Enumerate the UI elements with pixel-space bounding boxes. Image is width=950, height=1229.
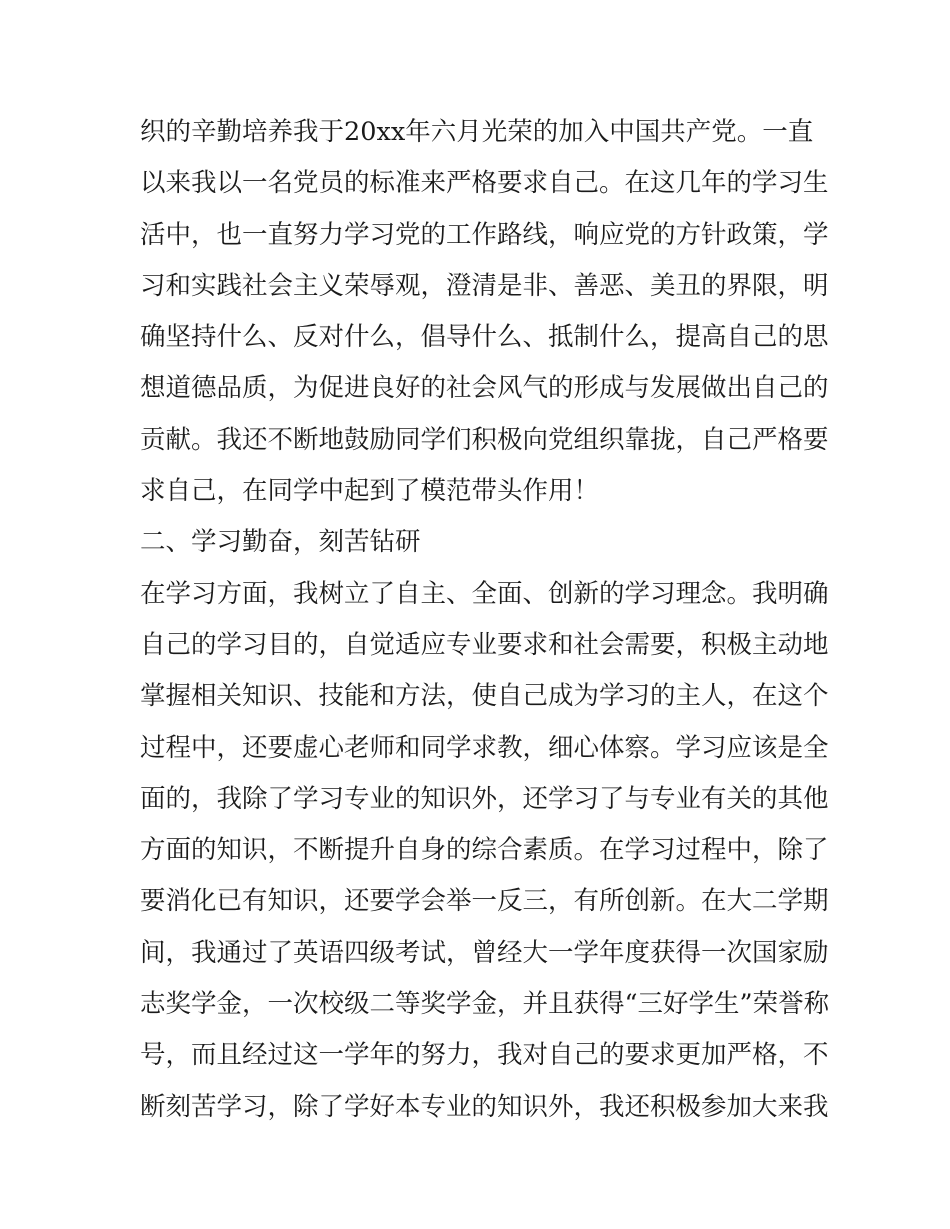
text-line: 方面的知识，不断提升自身的综合素质。在学习过程中，除了 (140, 835, 829, 866)
text-line: 织的辛勤培养我于20xx年六月光荣的加入中国共产党。一直 (140, 117, 814, 147)
text-line: 断刻苦学习，除了学好本专业的知识外，我还积极参加大来我 (140, 1091, 829, 1122)
text-line: 活中，也一直努力学习党的工作路线，响应党的方针政策，学 (140, 219, 829, 250)
text-line: 贡献。我还不断地鼓励同学们积极向党组织靠拢，自己严格要 (140, 424, 829, 455)
text-line: 志奖学金，一次校级二等奖学金，并且获得“三好学生”荣誉称 (140, 989, 830, 1020)
text-line: 习和实践社会主义荣辱观，澄清是非、善恶、美丑的界限，明 (140, 270, 829, 301)
text-line: 求自己，在同学中起到了模范带头作用！ (140, 476, 600, 507)
text-line: 面的，我除了学习专业的知识外，还学习了与专业有关的其他 (140, 783, 829, 814)
text-line: 以来我以一名党员的标准来严格要求自己。在这几年的学习生 (140, 168, 829, 199)
text-line: 要消化已有知识，还要学会举一反三，有所创新。在大二学期 (140, 886, 829, 917)
text-line: 想道德品质，为促进良好的社会风气的形成与发展做出自己的 (140, 373, 829, 404)
text-line: 掌握相关知识、技能和方法，使自己成为学习的主人，在这个 (140, 681, 829, 712)
text-line: 间，我通过了英语四级考试，曾经大一学年度获得一次国家励 (140, 937, 829, 968)
text-line: 在学习方面，我树立了自主、全面、创新的学习理念。我明确 (140, 578, 829, 609)
text-line: 号，而且经过这一学年的努力，我对自己的要求更加严格，不 (140, 1040, 829, 1071)
text-line: 过程中，还要虚心老师和同学求教，细心体察。学习应该是全 (140, 732, 829, 763)
section-heading: 二、学习勤奋，刻苦钻研 (140, 527, 421, 558)
text-line: 确坚持什么、反对什么，倡导什么、抵制什么，提高自己的思 (140, 322, 829, 353)
body-text (140, 107, 830, 1133)
text-line: 自己的学习目的，自觉适应专业要求和社会需要，积极主动地 (140, 629, 829, 660)
